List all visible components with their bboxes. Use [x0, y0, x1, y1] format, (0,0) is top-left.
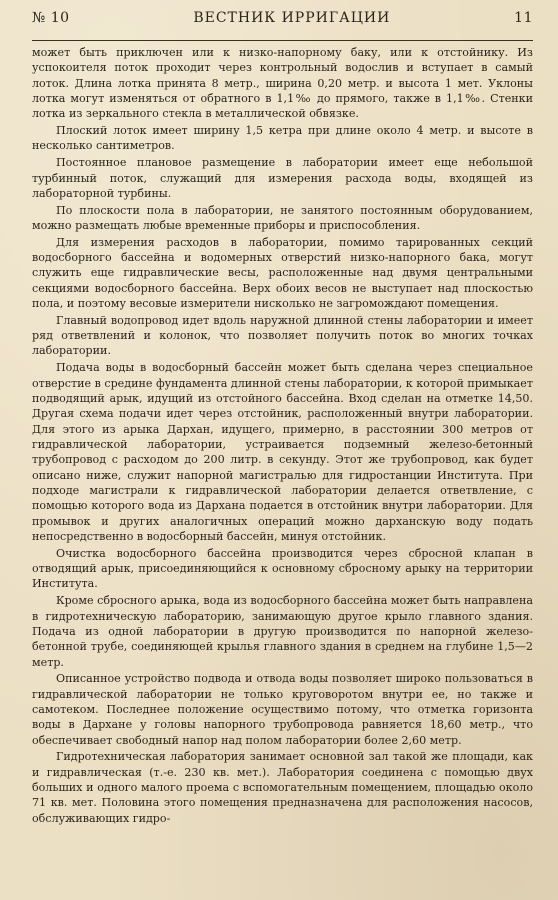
paragraph: Очистка водосборного бассейна производится через сбросной клапан в отводящий арык, присоединяющийся к основному сбросному арыку на территории Института.	[32, 546, 533, 591]
paragraph: Главный водопровод идет вдоль наружной длинной стены лаборатории и имеет ряд ответвлений и колонок, что позволяет получить поток во многих точках лаборатории.	[32, 313, 533, 358]
paragraph: Описанное устройство подвода и отвода воды позволяет широко пользоваться в гидравлической лаборатории не только круговоротом внутри ее, но также и самотеком. Последнее положение осуществимо потому, что отметка горизонта воды в Дархане у головы напорного трубопровода равняется 18,60 метр., что обеспечивает свободный напор над полом лаборатории более 2,60 метр.	[32, 672, 533, 747]
header-rule	[32, 40, 533, 41]
journal-title: ВЕСТНИК ИРРИГАЦИИ	[193, 10, 391, 26]
paragraph: может быть приключен или к низко-напорному баку, или к отстойнику. Из успокоителя поток проходит через контрольный водослив и вступает в самый лоток. Длина лотка принята 8 метр., ширина 0,20 метр. и высота 1 мет. Уклоны лотка могут изменяться от обратного в 1,1‰ до прямого, также в 1,1‰. Стенки лотка из зеркального стекла в металлической обвязке.	[32, 46, 533, 121]
paragraph: Подача воды в водосборный бассейн может быть сделана через специальное отверстие в средине фундамента длинной стены лаборатории, к которой примыкает подводящий арык, идущий из отстойного бассейна. Вход сделан на отметке 14,50. Другая схема подачи идет через отстойник, расположенный внутри лаборатории. Для этого из арыка Дархан, идущего, примерно, в расстоянии 300 метров от гидравлической лаборатории, устраивается подземный железо-бетонный трубопровод с расходом до 200 литр. в секунду. Этот же трубопровод, как будет описано ниже, служит напорной магистралью для гидростанции Института. При подходе магистрали к гидравлической лаборатории делается ответвление, с помощью которого вода из Дархана подается в отстойник внутри лаборатории. Для промывок и других аналогичных операций можно дарханскую воду подать непосредственно в водосборный бассейн, минуя отстойник.	[32, 361, 533, 543]
running-header	[32, 10, 533, 34]
paragraph: По плоскости пола в лаборатории, не занятого постоянным оборудованием, можно размещать любые временные приборы и приспособления.	[32, 203, 533, 232]
paragraph: Постоянное плановое размещение в лаборатории имеет еще небольшой турбинный поток, служащий для измерения расхода воды, входящей из лабораторной турбины.	[32, 156, 533, 200]
paragraph: Кроме сбросного арыка, вода из водосборного бассейна может быть направлена в гидротехническую лабораторию, занимающую другое крыло главного здания. Подача из одной лаборатории в другую производится по напорной железо-бетонной трубе, соединяющей крылья главного здания в среднем на глубине 1,5—2 метр.	[32, 594, 533, 669]
paragraph: Для измерения расходов в лаборатории, помимо тарированных секций водосборного бассейна и водомерных отверстий низко-напорного бака, могут служить еще гидравлические весы, расположенные над двумя центральными секциями водосборного бассейна. Верх обоих весов не выступает над плоскостью пола, и поэтому весовые измерители нисколько не загромождают помещения.	[32, 235, 533, 311]
paragraph: Плоский лоток имеет ширину 1,5 кетра при длине около 4 метр. и высоте в несколько сантиметров.	[32, 124, 533, 153]
page-number: 11	[514, 10, 533, 26]
issue-number: № 10	[32, 10, 70, 26]
paragraph: Гидротехническая лаборатория занимает основной зал такой же площади, как и гидравлическая (т.-е. 230 кв. мет.). Лаборатория соединена с помощью двух больших и одного малого проема с вспомогательным помещением, площадью около 71 кв. мет. Половина этого помещения предназначена для расположения насосов, обслуживающих гидро-	[32, 750, 533, 825]
article-body	[32, 45, 533, 826]
